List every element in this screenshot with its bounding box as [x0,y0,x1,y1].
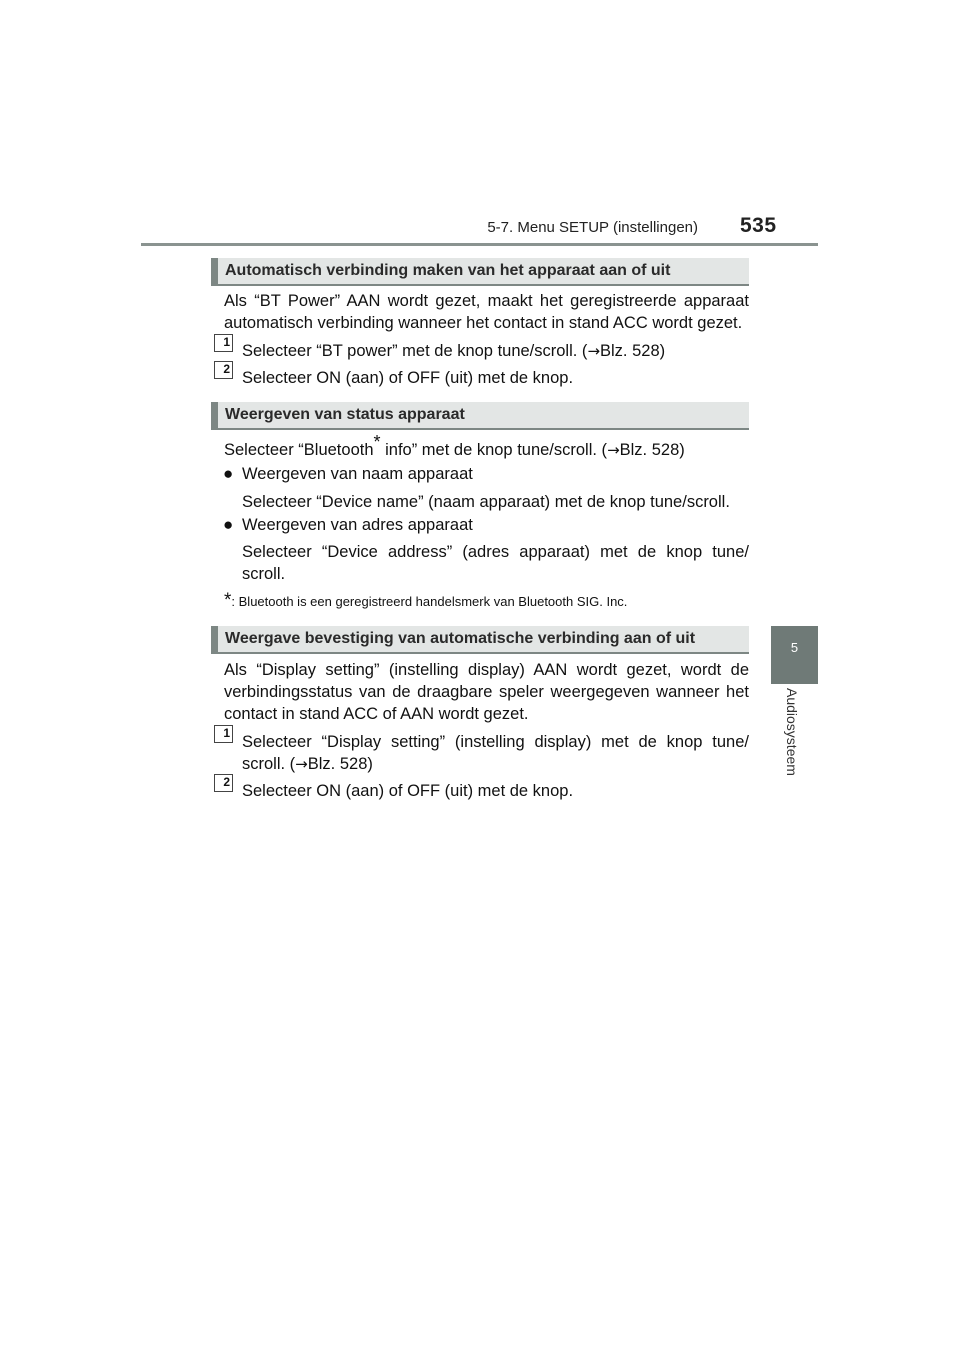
bullet-icon: ● [223,464,234,483]
chapter-title: 5-7. Menu SETUP (instellingen) [487,219,698,236]
header-rule [141,243,818,246]
section-intro: Selecteer “Bluetooth* info” met de knop tune/scroll. (→Blz. 528) [224,431,685,459]
step-item [211,335,749,362]
footnote: *: Bluetooth is een geregistreerd handelsmerk van Bluetooth SIG. Inc. [224,590,628,611]
bullet-title: Weergeven van adres apparaat [242,516,473,534]
bullet-text: Selecteer “Device address” (adres apparaat) met de knop tune/ scroll. [242,543,749,583]
page-reference: Blz. 528) [307,755,373,773]
arrow-icon: → [587,342,601,360]
page-reference: Blz. 528) [619,441,685,459]
page-reference: Blz. 528) [600,342,666,360]
step-item [211,726,749,775]
footnote-marker: * [373,431,381,452]
section-heading-text: Automatisch verbinding maken van het apparaat aan of uit [225,262,671,279]
section-heading-device-status [211,402,749,430]
chapter-tab-label: Audiosysteem [784,688,800,776]
bullet-item [211,514,749,536]
chapter-tab: 5 [771,626,818,684]
bullet-text: Selecteer “Device name” (naam apparaat) met de knop tune/scroll. [242,493,730,511]
step-text: Selecteer “Display setting” (instelling display) met de knop tune/ scroll. ( [242,733,749,773]
step-item [211,775,749,802]
page-content [211,258,749,802]
step-number-badge: 1 [214,725,233,743]
section-intro: Als “BT Power” AAN wordt gezet, maakt het geregistreerde apparaat automatisch verbinding wanneer het contact in stand ACC wordt gezet. [224,292,749,332]
step-text: Selecteer ON (aan) of OFF (uit) met de knop. [242,782,574,800]
step-number-badge: 2 [214,774,233,792]
section-heading-text: Weergave bevestiging van automatische verbinding aan of uit [225,630,696,647]
page-number: 535 [740,214,777,237]
section-heading-auto-connect [211,258,749,286]
step-item [211,362,749,389]
bullet-item [211,463,749,485]
step-number-badge: 1 [214,334,233,352]
step-number-badge: 2 [214,361,233,379]
footnote-marker: * [224,590,232,611]
arrow-icon: → [607,441,620,459]
arrow-icon: → [295,755,308,773]
bullet-icon: ● [223,515,234,534]
section-heading-text: Weergeven van status apparaat [225,406,465,423]
section-heading-display-confirm [211,626,749,654]
section-intro: Als “Display setting” (instelling display) AAN wordt gezet, wordt de verbindingsstatus van de draagbare speler weergegeven wanneer het contact in stand ACC of AAN wordt gezet. [224,661,749,723]
step-text: Selecteer ON (aan) of OFF (uit) met de knop. [242,369,574,387]
step-text: Selecteer “BT power” met de knop tune/scroll. ( [242,342,588,360]
bullet-title: Weergeven van naam apparaat [242,465,473,483]
